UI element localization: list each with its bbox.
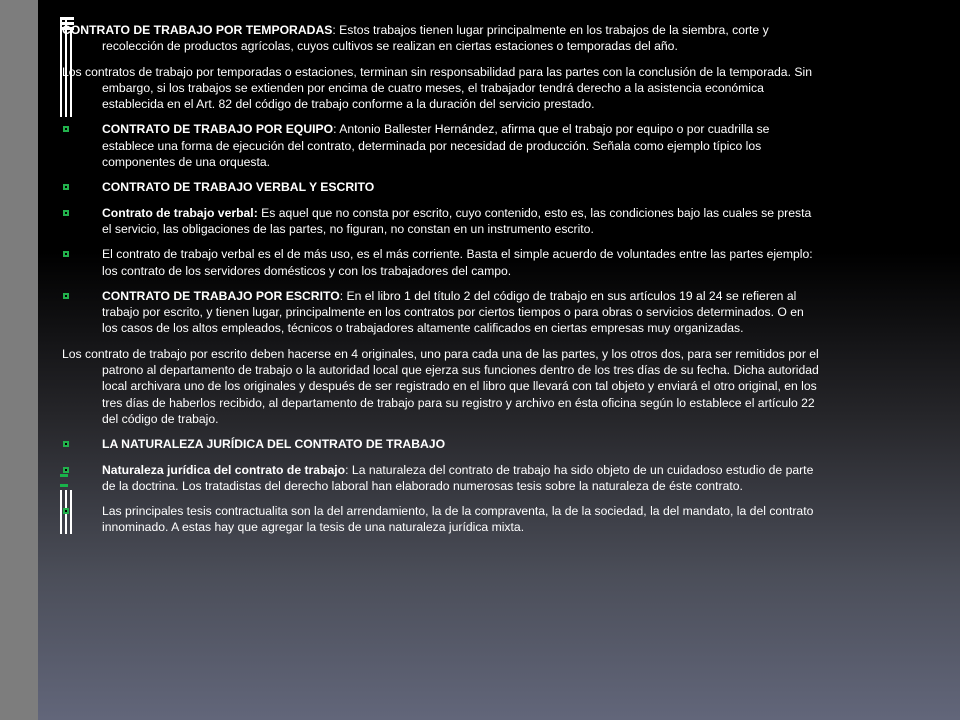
slide-content <box>62 22 822 545</box>
bullet-paragraph <box>62 205 822 238</box>
paragraph-text: : Estos trabajos tienen lugar principalmente en los trabajos de la siembra, corte y recolección de productos agrícolas, cuyos cultivos se realizan en ciertas estaciones o temporadas del año. <box>102 23 769 54</box>
paragraph-text: Las principales tesis contractualita son la del arrendamiento, la de la compraventa, la de la sociedad, la del mandato, la del contrato innominado. A estas hay que agregar la tesis de una naturaleza jurídica mixta. <box>102 504 814 535</box>
paragraph-text: Es aquel que no consta por escrito, cuyo contenido, esto es, las condiciones bajo las cuales se presta el servicio, las obligaciones de las partes, no figuran, no constan en un instrumento escrito. <box>102 205 812 236</box>
bold-heading: CONTRATO DE TRABAJO POR TEMPORADAS <box>62 23 333 37</box>
bullet-paragraph <box>62 288 822 337</box>
paragraph <box>62 22 822 55</box>
bullet-icon <box>63 467 69 473</box>
paragraph <box>62 346 822 427</box>
bold-heading: CONTRATO DE TRABAJO VERBAL Y ESCRITO <box>102 180 375 195</box>
paragraph-text: El contrato de trabajo verbal es el de más uso, es el más corriente. Basta el simple acuerdo de voluntades entre las partes ejemplo: los contrato de los servidores domésticos y con los trabajadores del campo. <box>102 247 813 278</box>
paragraph-text: Los contrato de trabajo por escrito deben hacerse en 4 originales, uno para cada una de las partes, y los otros dos, para ser remitidos por el patrono al departamento de trabajo o la autoridad local que ejerza sus funciones dentro de los tres días de su fecha. Dicha autoridad local archivara uno de los originales y después de ser registrado en el libro que llevará con tal objeto y enviará el otro original, en los tres días de haberlos recibido, al departamento de trabajo para su registro y archivo en ésta oficina según lo establece el artículo 22 del código de trabajo. <box>62 346 819 426</box>
bullet-paragraph <box>62 436 822 452</box>
bold-heading: LA NATURALEZA JURÍDICA DEL CONTRATO DE TRABAJO <box>102 437 446 452</box>
bullet-icon <box>63 293 69 299</box>
bullet-icon <box>63 126 69 132</box>
paragraph <box>62 64 822 113</box>
bullet-icon <box>63 210 69 216</box>
paragraph-text: : Antonio Ballester Hernández, afirma que el trabajo por equipo o por cuadrilla se establece una forma de ejecución del contrato, determinada por necesidad de producción. Señala como ejemplo típico los componentes de una orquesta. <box>102 122 770 170</box>
bold-heading: CONTRATO DE TRABAJO POR EQUIPO <box>102 122 334 137</box>
bold-heading: Naturaleza jurídica del contrato de trabajo <box>102 462 346 477</box>
bullet-paragraph <box>62 246 822 279</box>
paragraph-text: Los contratos de trabajo por temporadas o estaciones, terminan sin responsabilidad para las partes con la conclusión de la temporada. Sin embargo, si los trabajos se extienden por encima de cuatro meses, el trabajador tendrá derecho a la asistencia económica establecida en el Art. 82 del código de trabajo conforme a la duración del servicio prestado. <box>62 64 812 112</box>
bullet-icon <box>63 251 69 257</box>
bold-heading: Contrato de trabajo verbal: <box>102 205 258 220</box>
bullet-paragraph <box>62 121 822 170</box>
paragraph-text: : La naturaleza del contrato de trabajo ha sido objeto de un cuidadoso estudio de parte de la doctrina. Los tratadistas del derecho laboral han elaborado numerosas tesis sobre la naturaleza de éste contrato. <box>102 462 814 493</box>
left-sidebar-strip <box>0 0 38 720</box>
bullet-paragraph <box>62 179 822 195</box>
bold-heading: CONTRATO DE TRABAJO POR ESCRITO <box>102 288 340 303</box>
bullet-paragraph <box>62 503 822 536</box>
paragraph-text: : En el libro 1 del título 2 del código de trabajo en sus artículos 19 al 24 se refieren al trabajo por escrito, y tienen lugar, principalmente en los contratos por ciertos tiempos o para obras o servicios determinados. O en los casos de los altos empleados, técnicos o trabajadores altamente calificados en ciertas empresas muy organizadas. <box>102 288 804 336</box>
bullet-icon <box>63 508 69 514</box>
bullet-paragraph <box>62 462 822 495</box>
bullet-icon <box>63 441 69 447</box>
bullet-icon <box>63 184 69 190</box>
